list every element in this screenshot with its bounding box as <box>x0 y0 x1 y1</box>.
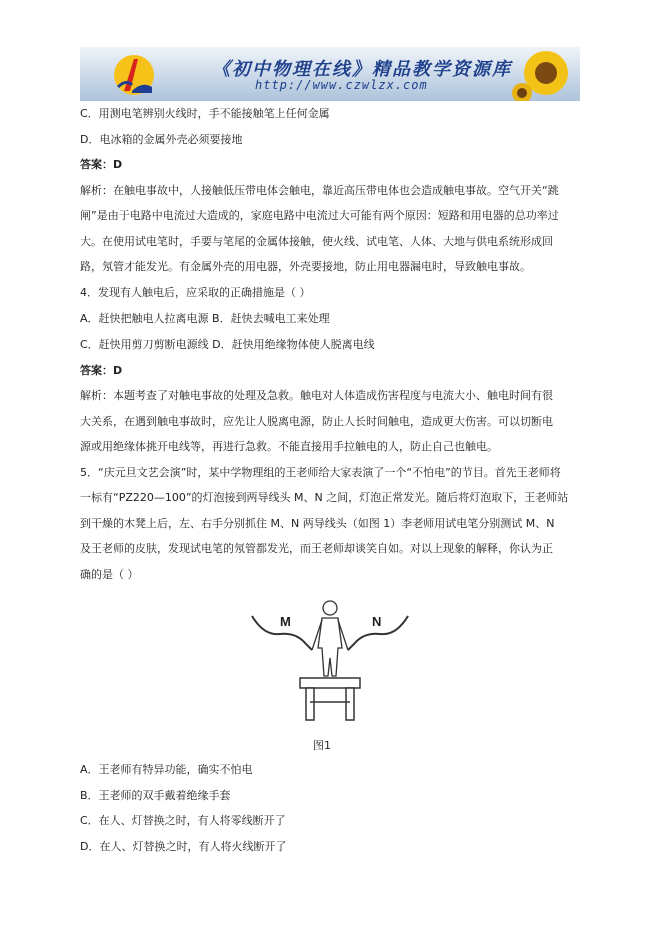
analysis-4-line-3: 源或用绝缘体挑开电线等，再进行急救。不能直接用手拉触电的人，防止自己也触电。 <box>80 440 498 453</box>
answer-4: 答案：D <box>80 364 123 377</box>
answer-3: 答案：D <box>80 158 123 171</box>
option-d-prev: D．电冰箱的金属外壳必须要接地 <box>80 133 243 146</box>
analysis-4-line-1: 解析：本题考查了对触电事故的处理及急救。触电对人体造成伤害程度与电流大小、触电时间有很 <box>80 389 553 402</box>
option-d: D．在人、灯替换之时，有人将火线断开了 <box>80 840 287 853</box>
option-c-prev: C．用测电笔辨别火线时，手不能接触笔上任何金属 <box>80 107 330 120</box>
question-5-line-4: 及王老师的皮肤，发现试电笔的氖管都发光，而王老师却谈笑自如。对以上现象的解释，你认为正 <box>80 542 553 555</box>
analysis-3-line-3: 大。在使用试电笔时，手要与笔尾的金属体接触，使火线、试电笔、人体、大地与供电系统形成回 <box>80 235 553 248</box>
header-title: 《初中物理在线》精品教学资源库 <box>212 59 512 80</box>
question-5-line-2: 一标有“PZ220—100”的灯泡接到两导线头 M、N 之间，灯泡正常发光。随后将灯泡取下，王老师站 <box>80 491 569 504</box>
sunflower-icon <box>512 47 574 101</box>
question-5-line-3: 到干燥的木凳上后，左、右手分别抓住 M、N 两导线头（如图 1）李老师用试电笔分别测试 M、N <box>80 517 555 530</box>
person-figure <box>312 601 348 676</box>
question-5-line-5: 确的是（ ） <box>80 568 139 581</box>
analysis-3-line-4: 路，氖管才能发光。有金属外壳的用电器，外壳要接地，防止用电器漏电时，导致触电事故。 <box>80 260 531 273</box>
question-5-line-1: 5．“庆元旦文艺会演”时，某中学物理组的王老师给大家表演了一个“不怕电”的节目。首先王老师将 <box>80 466 561 479</box>
label-m: M <box>280 614 291 629</box>
site-logo-icon <box>112 51 156 97</box>
figure-caption: 图1 <box>313 739 331 752</box>
question-4-options-cd: C．赶快用剪刀剪断电源线 D．赶快用绝缘物体使人脱离电线 <box>80 338 375 351</box>
header-url: http://www.czwlzx.com <box>255 78 428 92</box>
question-4: 4．发现有人触电后，应采取的正确措施是（ ） <box>80 286 311 299</box>
analysis-3-line-1: 解析：在触电事故中，人接触低压带电体会触电，靠近高压带电体也会造成触电事故。空气开关“跳 <box>80 184 559 197</box>
option-b: B．王老师的双手戴着绝缘手套 <box>80 789 231 802</box>
question-4-options-ab: A．赶快把触电人拉离电源 B．赶快去喊电工来处理 <box>80 312 330 325</box>
option-a: A．王老师有特异功能，确实不怕电 <box>80 763 253 776</box>
label-n: N <box>372 614 382 629</box>
header-banner <box>80 47 580 101</box>
option-c: C．在人、灯替换之时，有人将零线断开了 <box>80 814 286 827</box>
wooden-stool <box>300 678 360 720</box>
figure-1-diagram <box>250 598 410 723</box>
analysis-4-line-2: 大关系，在遇到触电事故时，应先让人脱离电源，防止人长时间触电，造成更大伤害。可以切断电 <box>80 415 553 428</box>
analysis-3-line-2: 闸”是由于电路中电流过大造成的，家庭电路中电流过大可能有两个原因：短路和用电器的总功率过 <box>80 209 559 222</box>
